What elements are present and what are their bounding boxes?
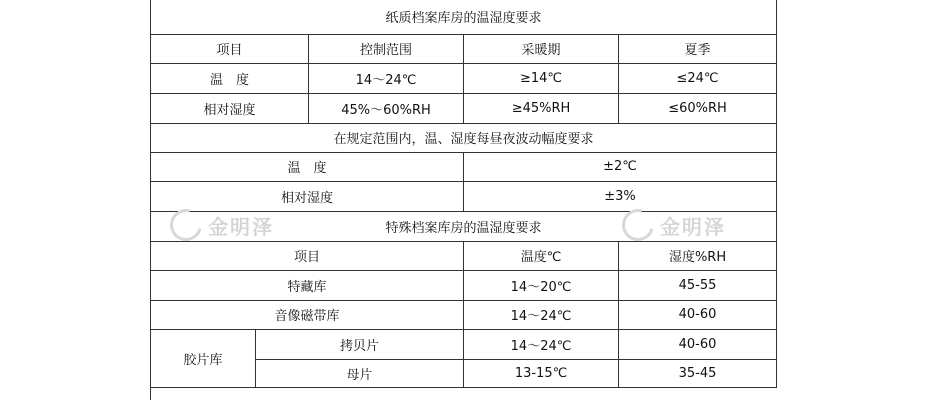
- table3-cell: 40-60: [619, 329, 777, 359]
- table3-cell: 40-60: [619, 300, 777, 329]
- table3-cell: 拷贝片: [256, 329, 464, 359]
- table2-title: 在规定范围内，温、湿度每昼夜波动幅度要求: [151, 123, 777, 152]
- table3-header: 湿度%RH: [619, 241, 777, 270]
- table1-header: 采暖期: [464, 34, 619, 63]
- table1-cell: 相对湿度: [151, 93, 309, 123]
- table3-cell: 母片: [256, 359, 464, 387]
- table3-header: 项目: [151, 241, 464, 270]
- table2-cell: ±3%: [464, 181, 777, 211]
- table2-cell: ±2℃: [464, 152, 777, 181]
- table-border-tail: [150, 388, 151, 400]
- table2-cell: 温 度: [151, 152, 464, 181]
- table3-cell: 14～20℃: [464, 270, 619, 300]
- table3-cell: 14～24℃: [464, 300, 619, 329]
- table1-cell: 45%～60%RH: [309, 93, 464, 123]
- table3-group-label: 胶片库: [151, 329, 256, 387]
- table1-cell: ≤60%RH: [619, 93, 777, 123]
- table1-cell: 温 度: [151, 63, 309, 93]
- table1-cell: 14～24℃: [309, 63, 464, 93]
- table1-title: 纸质档案库房的温湿度要求: [151, 0, 777, 34]
- humidity-table: [150, 0, 777, 388]
- table3-cell: 特藏库: [151, 270, 464, 300]
- watermark-text: 金明泽: [660, 214, 726, 239]
- table3-cell: 音像磁带库: [151, 300, 464, 329]
- table1-cell: ≤24℃: [619, 63, 777, 93]
- table3-header: 温度℃: [464, 241, 619, 270]
- table1-cell: ≥45%RH: [464, 93, 619, 123]
- table3-cell: 14～24℃: [464, 329, 619, 359]
- table3-cell: 45-55: [619, 270, 777, 300]
- table1-cell: ≥14℃: [464, 63, 619, 93]
- table1-header: 夏季: [619, 34, 777, 63]
- document: [150, 0, 776, 400]
- table3-cell: 35-45: [619, 359, 777, 387]
- table1-header: 控制范围: [309, 34, 464, 63]
- table3-cell: 13-15℃: [464, 359, 619, 387]
- watermark-text: 金明泽: [208, 214, 274, 239]
- table1-header: 项目: [151, 34, 309, 63]
- table2-cell: 相对湿度: [151, 181, 464, 211]
- table3-title: 特殊档案库房的温湿度要求: [151, 211, 777, 241]
